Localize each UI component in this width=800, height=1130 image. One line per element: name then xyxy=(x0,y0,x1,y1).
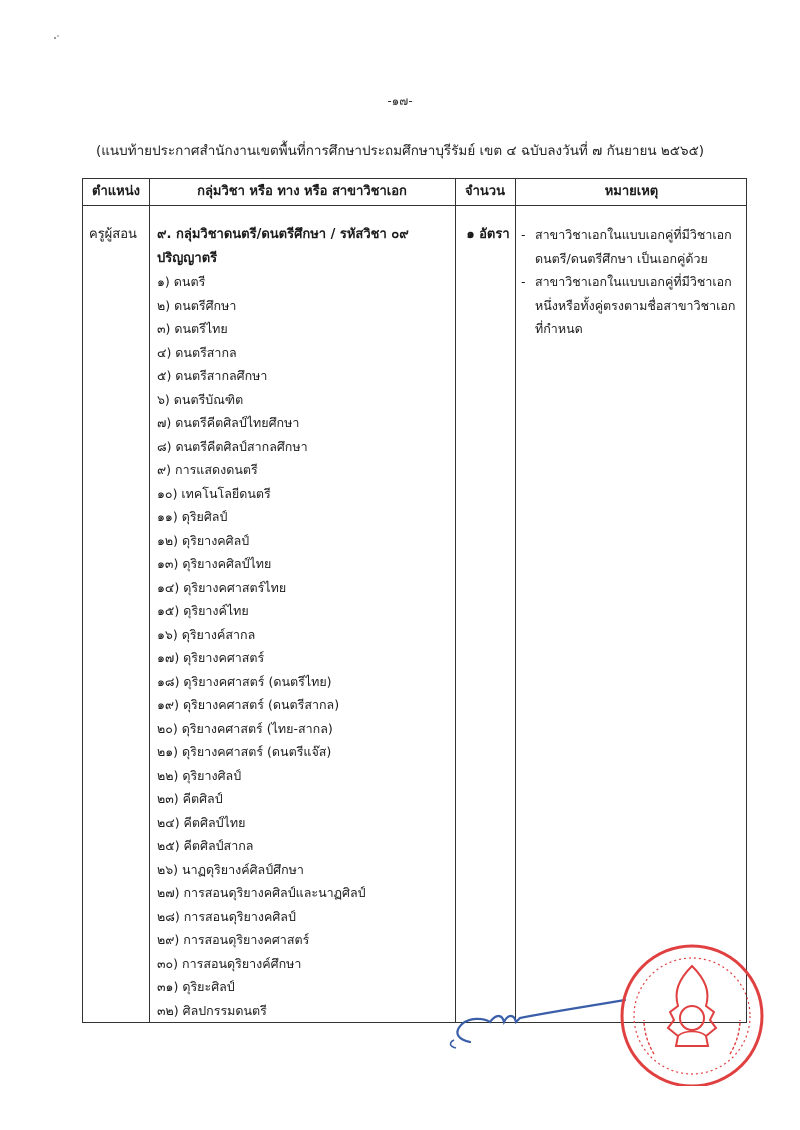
header-count: จำนวน xyxy=(465,184,505,199)
signature xyxy=(440,990,630,1050)
major-item: ๒๙) การสอนดุริยางคศาสตร์ xyxy=(157,932,310,947)
major-item: ๒) ดนตรีศึกษา xyxy=(157,297,237,313)
positions-table xyxy=(82,178,747,1023)
major-item: ๑๒) ดุริยางคศิลป์ xyxy=(157,532,250,548)
major-item: ๗) ดนตรีคีตศิลป์ไทยศึกษา xyxy=(157,415,300,430)
count-cell: ๑ อัตรา xyxy=(466,227,510,242)
major-item: ๒๑) ดุริยางคศาสตร์ (ดนตรีแจ๊ส) xyxy=(157,744,332,759)
major-item: ๒๖) นาฏดุริยางค์ศิลป์ศึกษา xyxy=(157,861,304,877)
column-divider xyxy=(149,179,150,1022)
remark-text: สาขาวิชาเอกในแบบเอกคู่ที่มีวิชาเอกหนึ่งหรือทั้งคู่ตรงตามชื่อสาขาวิชาเอกที่กำหนด xyxy=(535,274,736,336)
major-item: ๑๘) ดุริยางคศาสตร์ (ดนตรีไทย) xyxy=(157,673,332,689)
major-item: ๓๒) ศิลปกรรมดนตรี xyxy=(157,1002,267,1018)
major-list xyxy=(157,270,447,1022)
degree-label: ปริญญาตรี xyxy=(157,250,218,266)
header-position: ตำแหน่ง xyxy=(92,184,140,199)
annex-header: (แนบท้ายประกาศสำนักงานเขตพื้นที่การศึกษาประถมศึกษาบุรีรัมย์ เขต ๔ ฉบับลงวันที่ ๗ กันยายน ๒๕๖๕) xyxy=(95,143,705,159)
position-cell: ครูผู้สอน xyxy=(89,227,137,242)
major-item: ๒๒) ดุริยางศิลป์ xyxy=(157,767,242,783)
subject-cell xyxy=(157,223,447,1022)
bullet-dash: - xyxy=(521,227,526,242)
major-item: ๒๘) การสอนดุริยางคศิลป์ xyxy=(157,908,296,924)
major-item: ๓๑) ดุริยะศิลป์ xyxy=(157,979,235,994)
page-number: -๑๗- xyxy=(387,94,413,108)
subject-group-title: ๙. กลุ่มวิชาดนตรี/ดนตรีศึกษา / รหัสวิชา ๐๙ xyxy=(157,227,409,242)
header-remarks: หมายเหตุ xyxy=(604,184,659,199)
header-divider xyxy=(83,205,746,206)
remarks-cell xyxy=(521,223,743,341)
major-item: ๑๑) ดุริยศิลป์ xyxy=(157,509,228,524)
major-item: ๑๕) ดุริยางค์ไทย xyxy=(157,603,249,618)
major-item: ๑๙) ดุริยางคศาสตร์ (ดนตรีสากล) xyxy=(157,697,340,712)
remark-item xyxy=(521,223,743,270)
major-item: ๒๓) คีตศิลป์ xyxy=(157,791,223,806)
major-item: ๕) ดนตรีสากลศึกษา xyxy=(157,368,268,383)
column-divider xyxy=(515,179,516,1022)
major-item: ๙) การแสดงดนตรี xyxy=(157,462,258,477)
major-item: ๒๐) ดุริยางคศาสตร์ (ไทย-สากล) xyxy=(157,720,333,736)
official-seal xyxy=(604,936,774,1086)
bullet-dash: - xyxy=(521,274,526,289)
major-item: ๒๗) การสอนดุริยางคศิลป์และนาฏศิลป์ xyxy=(157,885,366,900)
header-subject: กลุ่มวิชา หรือ ทาง หรือ สาขาวิชาเอก xyxy=(197,184,407,199)
major-item: ๓) ดนตรีไทย xyxy=(157,321,228,336)
major-item: ๒๕) คีตศิลป์สากล xyxy=(157,838,254,853)
major-item: ๑๗) ดุริยางคศาสตร์ xyxy=(157,650,265,665)
major-item: ๔) ดนตรีสากล xyxy=(157,344,237,360)
major-item: ๒๔) คีตศิลป์ไทย xyxy=(157,814,246,830)
major-item: ๑๐) เทคโนโลยีดนตรี xyxy=(157,485,271,501)
major-item: ๑) ดนตรี xyxy=(157,274,206,289)
major-item: ๑๔) ดุริยางคศาสตร์ไทย xyxy=(157,579,287,595)
major-item: ๓๐) การสอนดุริยางค์ศึกษา xyxy=(157,955,302,971)
major-item: ๑๓) ดุริยางคศิลป์ไทย xyxy=(157,556,272,571)
major-item: ๘) ดนตรีคีตศิลป์สากลศึกษา xyxy=(157,438,308,454)
major-item: ๖) ดนตรีบัณฑิต xyxy=(157,391,244,407)
remark-text: สาขาวิชาเอกในแบบเอกคู่ที่มีวิชาเอกดนตรี/ดนตรีศึกษา เป็นเอกคู่ด้วย xyxy=(535,227,732,266)
major-item: ๑๖) ดุริยางค์สากล xyxy=(157,626,256,642)
remark-item xyxy=(521,270,743,341)
scan-specks xyxy=(50,30,80,80)
column-divider xyxy=(455,179,456,1022)
